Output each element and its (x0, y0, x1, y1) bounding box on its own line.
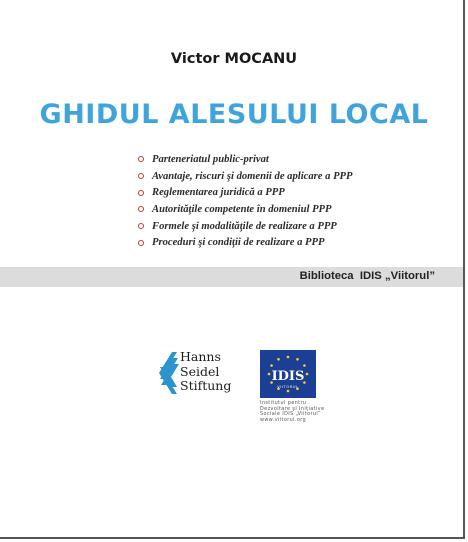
caption-line: Dezvoltare şi Iniţiative (260, 405, 325, 412)
topic-item (138, 234, 352, 251)
diagonal-stripes-icon (157, 350, 179, 396)
star-icon (277, 358, 280, 361)
caption-line: Institutul pentru (260, 400, 307, 406)
wordmark-line: Stiftung (180, 378, 232, 393)
series-label: Biblioteca IDIS „Viitorul” (299, 270, 435, 282)
topic-item (138, 201, 352, 218)
star-icon (303, 364, 306, 367)
topic-item (138, 151, 352, 168)
hanns-seidel-logo (157, 350, 237, 398)
star-icon (268, 373, 271, 376)
caption-line: www.viitorul.org (260, 416, 307, 423)
series-bar (0, 267, 463, 287)
hanns-seidel-wordmark (180, 350, 231, 394)
topic-text: Proceduri şi condiţii de realizare a PPP (152, 237, 325, 249)
topic-text: Avantaje, riscuri şi domenii de aplicare a PPP (152, 170, 353, 182)
star-icon (270, 364, 273, 367)
circle-bullet-icon (138, 223, 144, 229)
idis-mark: IDIS (271, 369, 305, 384)
caption-line: Sociale IDIS „Viitorul” (260, 411, 322, 417)
topic-item (138, 184, 352, 201)
topic-text: Parteneriatul public-privat (152, 153, 269, 165)
idis-caption (260, 400, 325, 423)
star-icon (296, 358, 299, 361)
eu-stars-icon (260, 350, 316, 398)
star-icon (287, 356, 290, 359)
topic-list (138, 151, 352, 251)
idis-logo (260, 350, 325, 423)
circle-bullet-icon (138, 173, 144, 179)
circle-bullet-icon (138, 206, 144, 212)
circle-bullet-icon (138, 240, 144, 246)
star-icon (287, 390, 290, 393)
star-icon (306, 373, 309, 376)
idis-submark: VIITORUL (277, 385, 299, 389)
topic-text: Reglementarea juridică a PPP (152, 187, 285, 199)
author-name: Victor MOCANU (170, 51, 298, 67)
circle-bullet-icon (138, 156, 144, 162)
topic-item (138, 168, 352, 185)
book-title: GHIDUL ALESULUI LOCAL (39, 99, 429, 130)
wordmark-line: Hanns (180, 349, 221, 364)
circle-bullet-icon (138, 190, 144, 196)
wordmark-line: Seidel (180, 363, 220, 379)
topic-item (138, 218, 352, 235)
topic-text: Autorităţile competente în domeniul PPP (152, 203, 332, 215)
topic-text: Formele şi modalităţile de realizare a PPP (152, 220, 337, 232)
